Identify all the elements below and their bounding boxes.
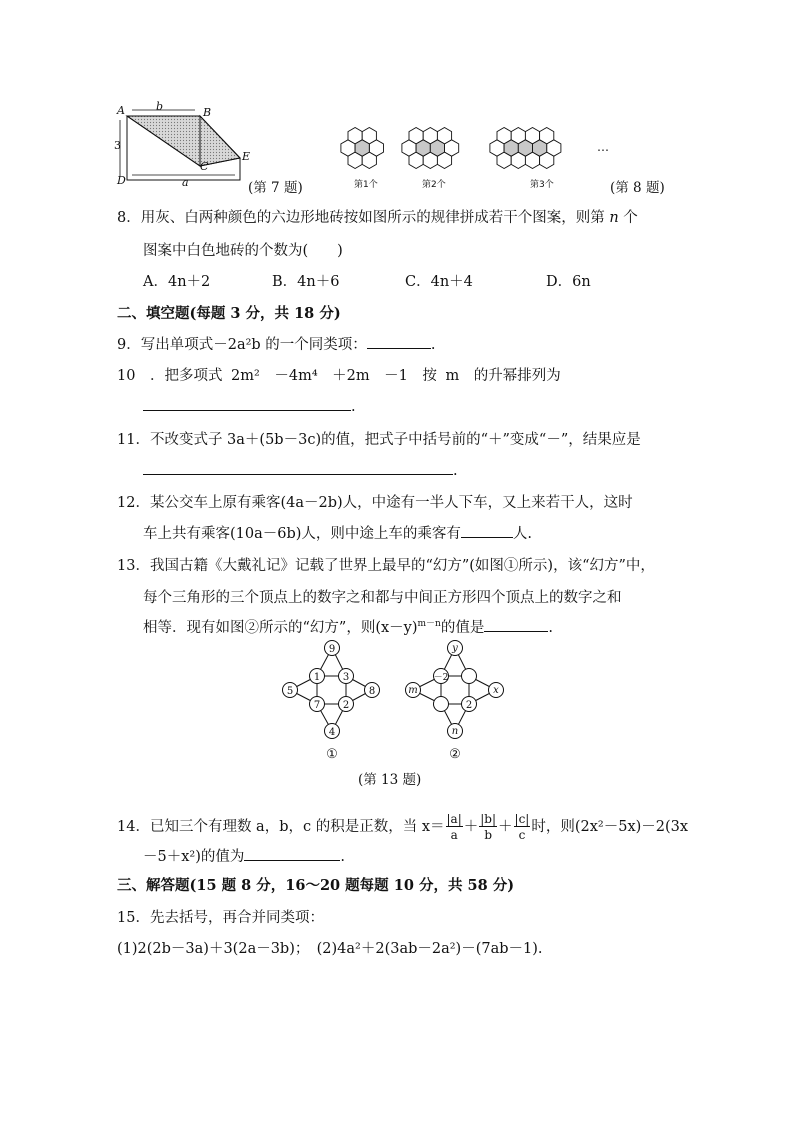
label-B: B [203,106,212,119]
q14-line2: －5＋x²)的值为 . [143,845,345,866]
q8-option-b: B．4n＋6 [272,274,340,290]
label-3: 3 [114,139,121,152]
section-2-heading: 二、填空题(每题 3 分，共 18 分) [117,305,341,322]
node-3: 3 [342,672,350,683]
q12-line2: 车上共有乘客(10a－6b)人，则中途上车的乘客有 人. [143,522,532,543]
label-pattern-3: 第3个 [530,180,554,190]
label-b: b [156,100,164,113]
q10-line1: 10 ．把多项式 2m² －4m⁴ ＋2m －1 按 m 的升幂排列为 [117,368,561,384]
gray-hex-tile [416,140,430,156]
q12-line1: 12．某公交车上原有乘客(4a－2b)人，中途有一半人下车，又上来若干人，这时 [117,495,633,511]
figure-8-hexagon-tiles [335,118,600,178]
q13-line2: 每个三角形的三个顶点上的数字之和都与中间正方形四个顶点上的数字之和 [143,590,622,606]
label-C: C [200,160,209,173]
q11-line1: 11．不改变式子 3a＋(5b－3c)的值，把式子中括号前的“＋”变成“－”，结果应是 [117,432,641,448]
gray-hex-tile [504,140,518,156]
gray-hex-tile [518,140,532,156]
node-7: 7 [313,700,321,711]
q8-line1: 8．用灰、白两种颜色的六边形地砖按如图所示的规律拼成若干个图案，则第 n 个 [117,210,638,226]
q8-option-a: A．4n＋2 [143,274,211,290]
caption-fig13: (第 13 题) [358,772,422,788]
q11-line2: . [143,460,458,479]
fig13-label-1: ① [326,747,338,762]
caption-fig7: (第 7 题) [248,180,303,196]
label-pattern-1: 第1个 [354,180,378,190]
gray-hex-tile [533,140,547,156]
gray-hex-tile [355,140,369,156]
q8-option-d: D．6n [546,274,591,290]
q8-option-c: C．4n＋4 [405,274,473,290]
node-2: 2 [342,700,350,711]
node-neg2: －2 [433,673,449,683]
figure-13-magic-squares [270,636,520,766]
q10-line2: . [143,396,356,415]
node-9: 9 [328,644,336,655]
node-4: 4 [328,727,336,738]
node-x: x [493,685,499,696]
node-m: m [408,685,418,696]
q15-line2: (1)2(2b－3a)＋3(2a－3b)； (2)4a²＋2(3ab－2a²)－(7ab－1). [117,941,543,957]
section-3-heading: 三、解答题(15 题 8 分，16～20 题每题 10 分，共 58 分) [117,877,515,894]
q8-line2: 图案中白色地砖的个数为( ) [143,243,343,259]
q13-line1: 13．我国古籍《大戴礼记》记载了世界上最早的“幻方”(如图①所示)，该“幻方”中， [117,558,655,574]
ellipsis: … [597,140,609,154]
node-y: y [452,643,458,654]
q14-line1: 14．已知三个有理数 a，b，c 的积是正数，当 x＝ $\frac{|a|}{a}$ ＋ $\frac{|b|}{b}$ ＋ $\frac{|c|}{c}$ 时，则(2x²－5x)－2(3x [117,812,689,842]
label-D: D [117,174,126,187]
q9: 9．写出单项式－2a²b 的一个同类项： . [117,333,435,354]
q15-line1: 15．先去括号，再合并同类项： [117,910,324,926]
label-pattern-2: 第2个 [422,180,446,190]
node-n: n [451,726,459,737]
node-2-right: 2 [465,700,473,711]
fig13-label-2: ② [449,747,461,762]
q13-line3: 相等．现有如图②所示的“幻方”，则$(x-y)^{m-n}$的值是 . [143,616,553,637]
node-1: 1 [313,672,321,683]
node-8: 8 [368,686,376,697]
node-5: 5 [286,686,294,697]
gray-hex-tile [430,140,444,156]
label-a: a [182,176,189,189]
label-A: A [117,104,125,117]
label-E: E [242,150,251,163]
caption-fig8: (第 8 题) [610,180,665,196]
